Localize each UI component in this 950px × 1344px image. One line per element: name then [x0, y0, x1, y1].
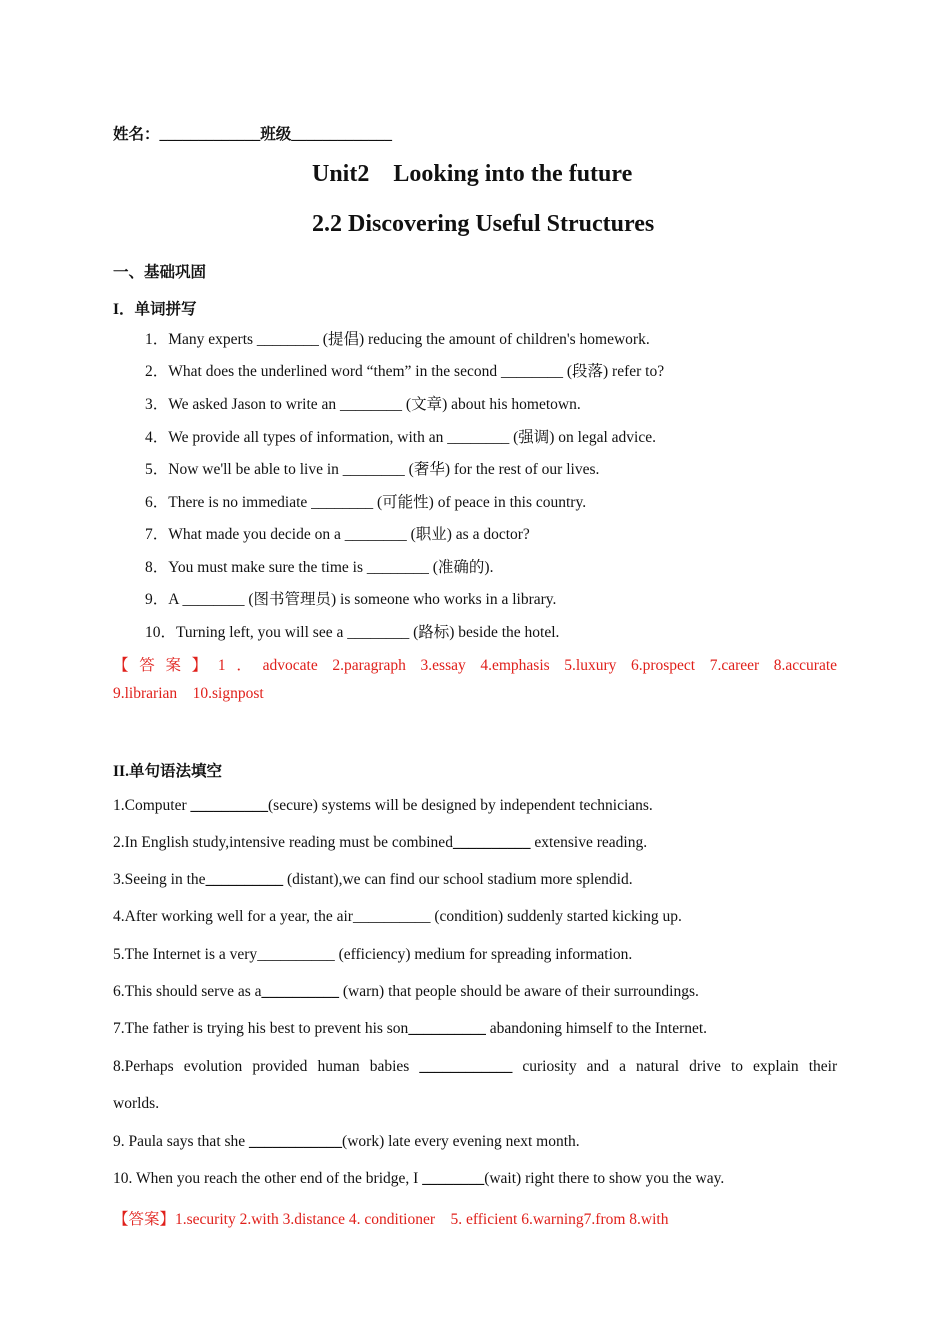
answer-item: 5.luxury	[564, 657, 617, 674]
item-text: (warn) that people should be aware of their surroundings.	[339, 983, 699, 1000]
part1-item-8: 8．You must make sure the time is ________ (准确的).	[145, 559, 494, 576]
part2-item-8-line1	[113, 1058, 837, 1076]
item-text: 5.The Internet is a very	[113, 946, 258, 963]
item-text: (wait) right there to show you the way.	[484, 1170, 725, 1187]
part2-heading	[113, 759, 222, 781]
part1-item-5: 5．Now we'll be able to live in ________ (奢华) for the rest of our lives.	[145, 461, 600, 478]
item-text: 3.Seeing in the	[113, 871, 206, 888]
answer-item: 4.emphasis	[480, 657, 550, 674]
item-word: and	[586, 1058, 610, 1075]
part2-item-1	[113, 797, 653, 815]
part2-item-4	[113, 908, 682, 926]
answer-label: 【答案】	[113, 1211, 176, 1228]
answer-blank: ____________	[419, 1058, 513, 1075]
part1-item-9: 9．A ________ (图书管理员) is someone who works in a library.	[145, 591, 557, 608]
item-word: explain	[753, 1058, 799, 1075]
part1-item-2: 2．What does the underlined word “them” in the second ________ (段落) refer to?	[145, 363, 665, 380]
item-text: (distant),we can find our school stadium more splendid.	[283, 871, 633, 888]
item-text: (condition) suddenly started kicking up.	[430, 908, 682, 925]
name-blank: _____________	[159, 126, 261, 143]
part2-heading-roman: II.	[113, 763, 129, 780]
item-word: 8.Perhaps	[113, 1058, 174, 1075]
part1-item-4: 4．We provide all types of information, with an ________ (强调) on legal advice.	[145, 429, 656, 446]
name-label: 姓名：	[113, 126, 160, 143]
part1-item-7: 7．What made you decide on a ________ (职业) as a doctor?	[145, 526, 530, 543]
answer-label: 【答案】	[113, 657, 218, 674]
section-title: 2.2 Discovering Useful Structures	[312, 211, 655, 237]
item-word: natural	[635, 1058, 680, 1075]
answer-blank: __________	[261, 983, 340, 1000]
item-word: provided	[252, 1058, 308, 1075]
item-word: a	[619, 1058, 626, 1075]
item-text: 7.The father is trying his best to prevent his son	[113, 1020, 409, 1037]
part2-item-6	[113, 983, 699, 1001]
part1-item-10: 10．Turning left, you will see a ________ (路标) beside the hotel.	[145, 624, 560, 641]
part2-item-10	[113, 1170, 724, 1188]
item-word: babies	[369, 1058, 410, 1075]
item-word: curiosity	[522, 1058, 577, 1075]
item-text: 1.Computer	[113, 797, 191, 814]
part2-item-5	[113, 946, 632, 964]
answer-item: 7.career	[709, 657, 760, 674]
part2-item-3	[113, 871, 633, 889]
item-word: to	[730, 1058, 744, 1075]
item-text: (efficiency) medium for spreading information.	[334, 946, 633, 963]
item-text: (secure) systems will be designed by independent technicians.	[268, 797, 653, 814]
answer-blank: __________	[190, 797, 268, 814]
part2-item-9	[113, 1133, 580, 1151]
student-info-line	[113, 122, 392, 144]
section-heading: 一、基础巩固	[113, 264, 207, 281]
item-word: drive	[689, 1058, 721, 1075]
answer-item: 2.paragraph	[332, 657, 406, 674]
class-blank: _____________	[291, 126, 393, 143]
item-text: (work) late every evening next month.	[342, 1133, 580, 1150]
item-text: extensive reading.	[530, 834, 648, 851]
item-text: abandoning himself to the Internet.	[485, 1020, 708, 1037]
part1-answers-line1	[113, 653, 837, 675]
item-text: 10. When you reach the other end of the bridge, I	[113, 1170, 423, 1187]
answer-blank: ________	[422, 1170, 485, 1187]
item-word: evolution	[183, 1058, 243, 1075]
answer-blank: __________	[352, 908, 431, 925]
answer-item: 8.accurate	[773, 657, 838, 674]
answer-blank: __________	[257, 946, 335, 963]
item-text: 4.After working well for a year, the air	[113, 908, 353, 925]
part2-heading-text: 单句语法填空	[128, 763, 222, 780]
answer-text: 1.security 2.with 3.distance 4. conditioner 5. efficient 6.warning7.from 8.with	[175, 1211, 669, 1228]
answer-blank: ____________	[249, 1133, 343, 1150]
part2-item-8-line2: worlds.	[113, 1095, 160, 1112]
part2-item-7	[113, 1020, 707, 1038]
answer-blank: __________	[205, 871, 284, 888]
answer-blank: __________	[408, 1020, 486, 1037]
part1-item-1: 1．Many experts ________ (提倡) reducing the amount of children's homework.	[145, 331, 650, 348]
answer-item: 1．advocate	[217, 657, 318, 674]
item-text: 2.In English study,intensive reading must be combined	[113, 834, 453, 851]
answer-item: 6.prospect	[630, 657, 696, 674]
part1-item-3: 3．We asked Jason to write an ________ (文章) about his hometown.	[145, 396, 581, 413]
item-text: 9. Paula says that she	[113, 1133, 250, 1150]
class-label: 班级	[260, 126, 292, 143]
part1-item-6: 6．There is no immediate ________ (可能性) of peace in this country.	[145, 494, 587, 511]
part2-item-2	[113, 834, 647, 852]
unit-title: Unit2 Looking into the future	[312, 161, 633, 187]
item-text: 6.This should serve as a	[113, 983, 262, 1000]
answer-blank: __________	[452, 834, 531, 851]
part1-answers-line2: 9.librarian 10.signpost	[113, 685, 264, 702]
part2-answers	[113, 1207, 668, 1229]
item-word: their	[808, 1058, 838, 1075]
part1-heading: I．单词拼写	[113, 301, 197, 318]
item-word: human	[317, 1058, 360, 1075]
answer-item: 3.essay	[420, 657, 466, 674]
